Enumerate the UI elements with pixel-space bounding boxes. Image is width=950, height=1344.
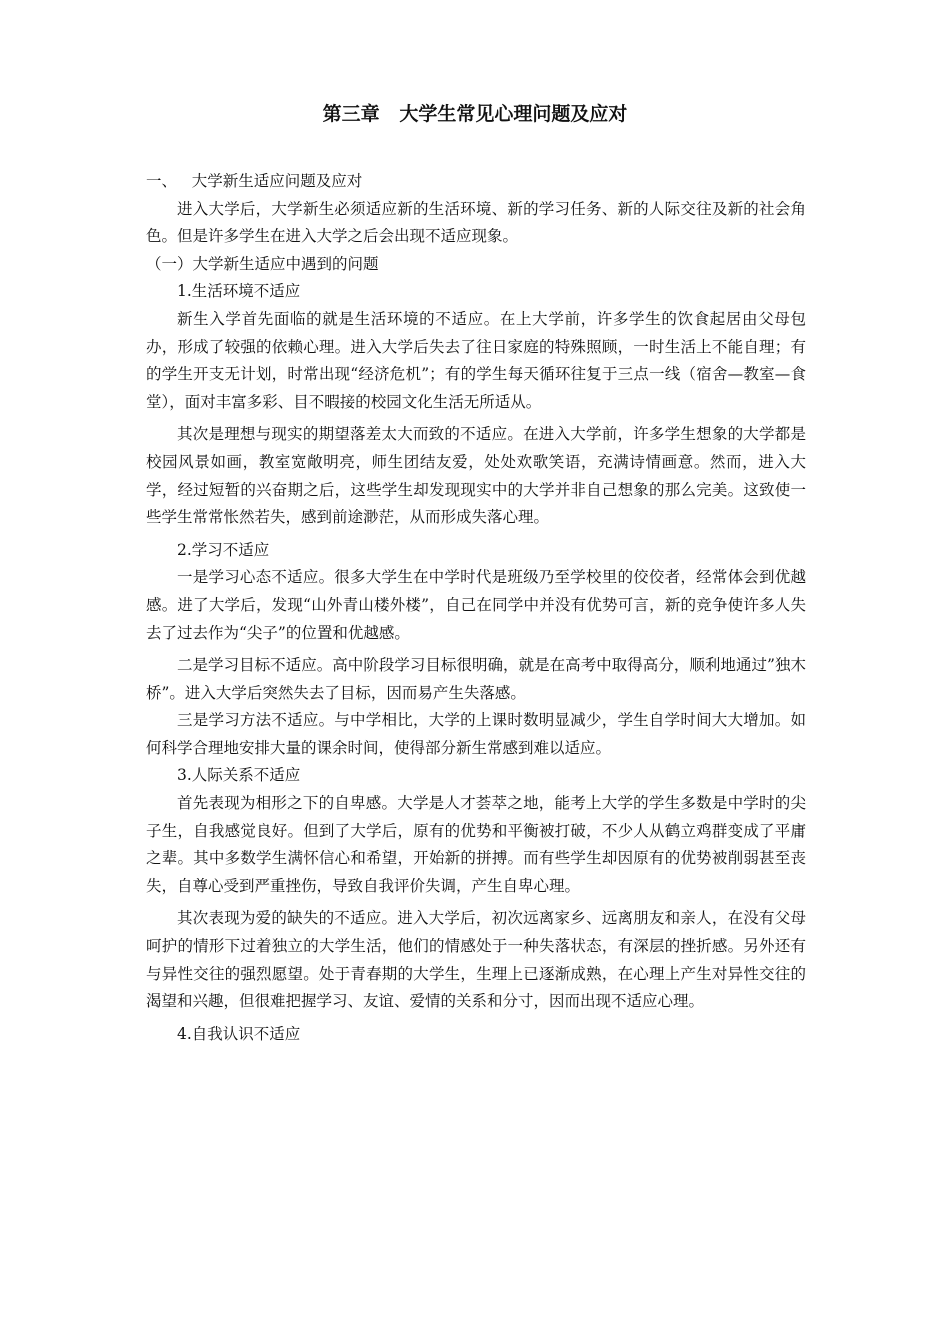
paragraph-relations-2: 其次表现为爱的缺失的不适应。进入大学后，初次远离家乡、远离朋友和亲人，在没有父母呵护的情形下过着独立的大学生活，他们的情感处于一种失落状态，有深层的挫折感。另外还有与异性交往的强烈愿望。处于青春期的大学生，生理上已逐渐成熟，在心理上产生对异性交往的渴望和兴趣，但很难把握学习、友谊、爱情的关系和分寸，因而出现不适应心理。 — [146, 909, 806, 1011]
paragraph-life-2: 其次是理想与现实的期望落差太大而致的不适应。在进入大学前，许多学生想象的大学都是校园风景如画，教室宽敞明亮，师生团结友爱，处处欢歌笑语，充满诗情画意。然而，进入大学，经过短暂的兴奋期之后，这些学生却发现现实中的大学并非自己想象的那么完美。这致使一些学生常常怅然若失，感到前途渺茫，从而形成失落心理。 — [146, 425, 806, 527]
subsection-heading: （一）大学新生适应中遇到的问题 — [146, 254, 379, 273]
item-heading-study: 2.学习不适应 — [177, 540, 270, 559]
paragraph-study-2: 二是学习目标不适应。高中阶段学习目标很明确，就是在高考中取得高分，顺利地通过”独木桥”。进入大学后突然失去了目标，因而易产生失落感。 — [146, 656, 806, 702]
item-heading-relations: 3.人际关系不适应 — [177, 766, 301, 785]
item-heading-self: 4.自我认识不适应 — [177, 1024, 301, 1043]
paragraph-life-1: 新生入学首先面临的就是生活环境的不适应。在上大学前，许多学生的饮食起居由父母包办，形成了较强的依赖心理。进入大学后失去了往日家庭的特殊照顾，一时生活上不能自理；有的学生开支无计划，时常出现“经济危机”；有的学生每天循环往复于三点一线（宿舍—教室—食堂），面对丰富多彩、目不暇接的校园文化生活无所适从。 — [146, 309, 806, 411]
paragraph-study-3: 三是学习方法不适应。与中学相比，大学的上课时数明显减少，学生自学时间大大增加。如何科学合理地安排大量的课余时间，使得部分新生常感到难以适应。 — [146, 711, 806, 757]
chapter-title: 第三章 大学生常见心理问题及应对 — [322, 103, 628, 125]
intro-paragraph: 进入大学后，大学新生必须适应新的生活环境、新的学习任务、新的人际交往及新的社会角色。但是许多学生在进入大学之后会出现不适应现象。 — [146, 199, 806, 246]
paragraph-study-1: 一是学习心态不适应。很多大学生在中学时代是班级乃至学校里的佼佼者，经常体会到优越感。进了大学后，发现“山外青山楼外楼”，自己在同学中并没有优势可言，新的竞争使许多人失去了过去作为“尖子”的位置和优越感。 — [146, 568, 806, 642]
item-heading-life: 1.生活环境不适应 — [177, 282, 301, 301]
paragraph-relations-1: 首先表现为相形之下的自卑感。大学是人才荟萃之地，能考上大学的学生多数是中学时的尖子生，自我感觉良好。但到了大学后，原有的优势和平衡被打破，不少人从鹤立鸡群变成了平庸之辈。其中多数学生满怀信心和希望，开始新的拼搏。而有些学生却因原有的优势被削弱甚至丧失，自尊心受到严重挫伤，导致自我评价失调，产生自卑心理。 — [146, 794, 806, 895]
section-heading: 一、 大学新生适应问题及应对 — [146, 172, 363, 190]
document-body — [146, 168, 806, 1048]
